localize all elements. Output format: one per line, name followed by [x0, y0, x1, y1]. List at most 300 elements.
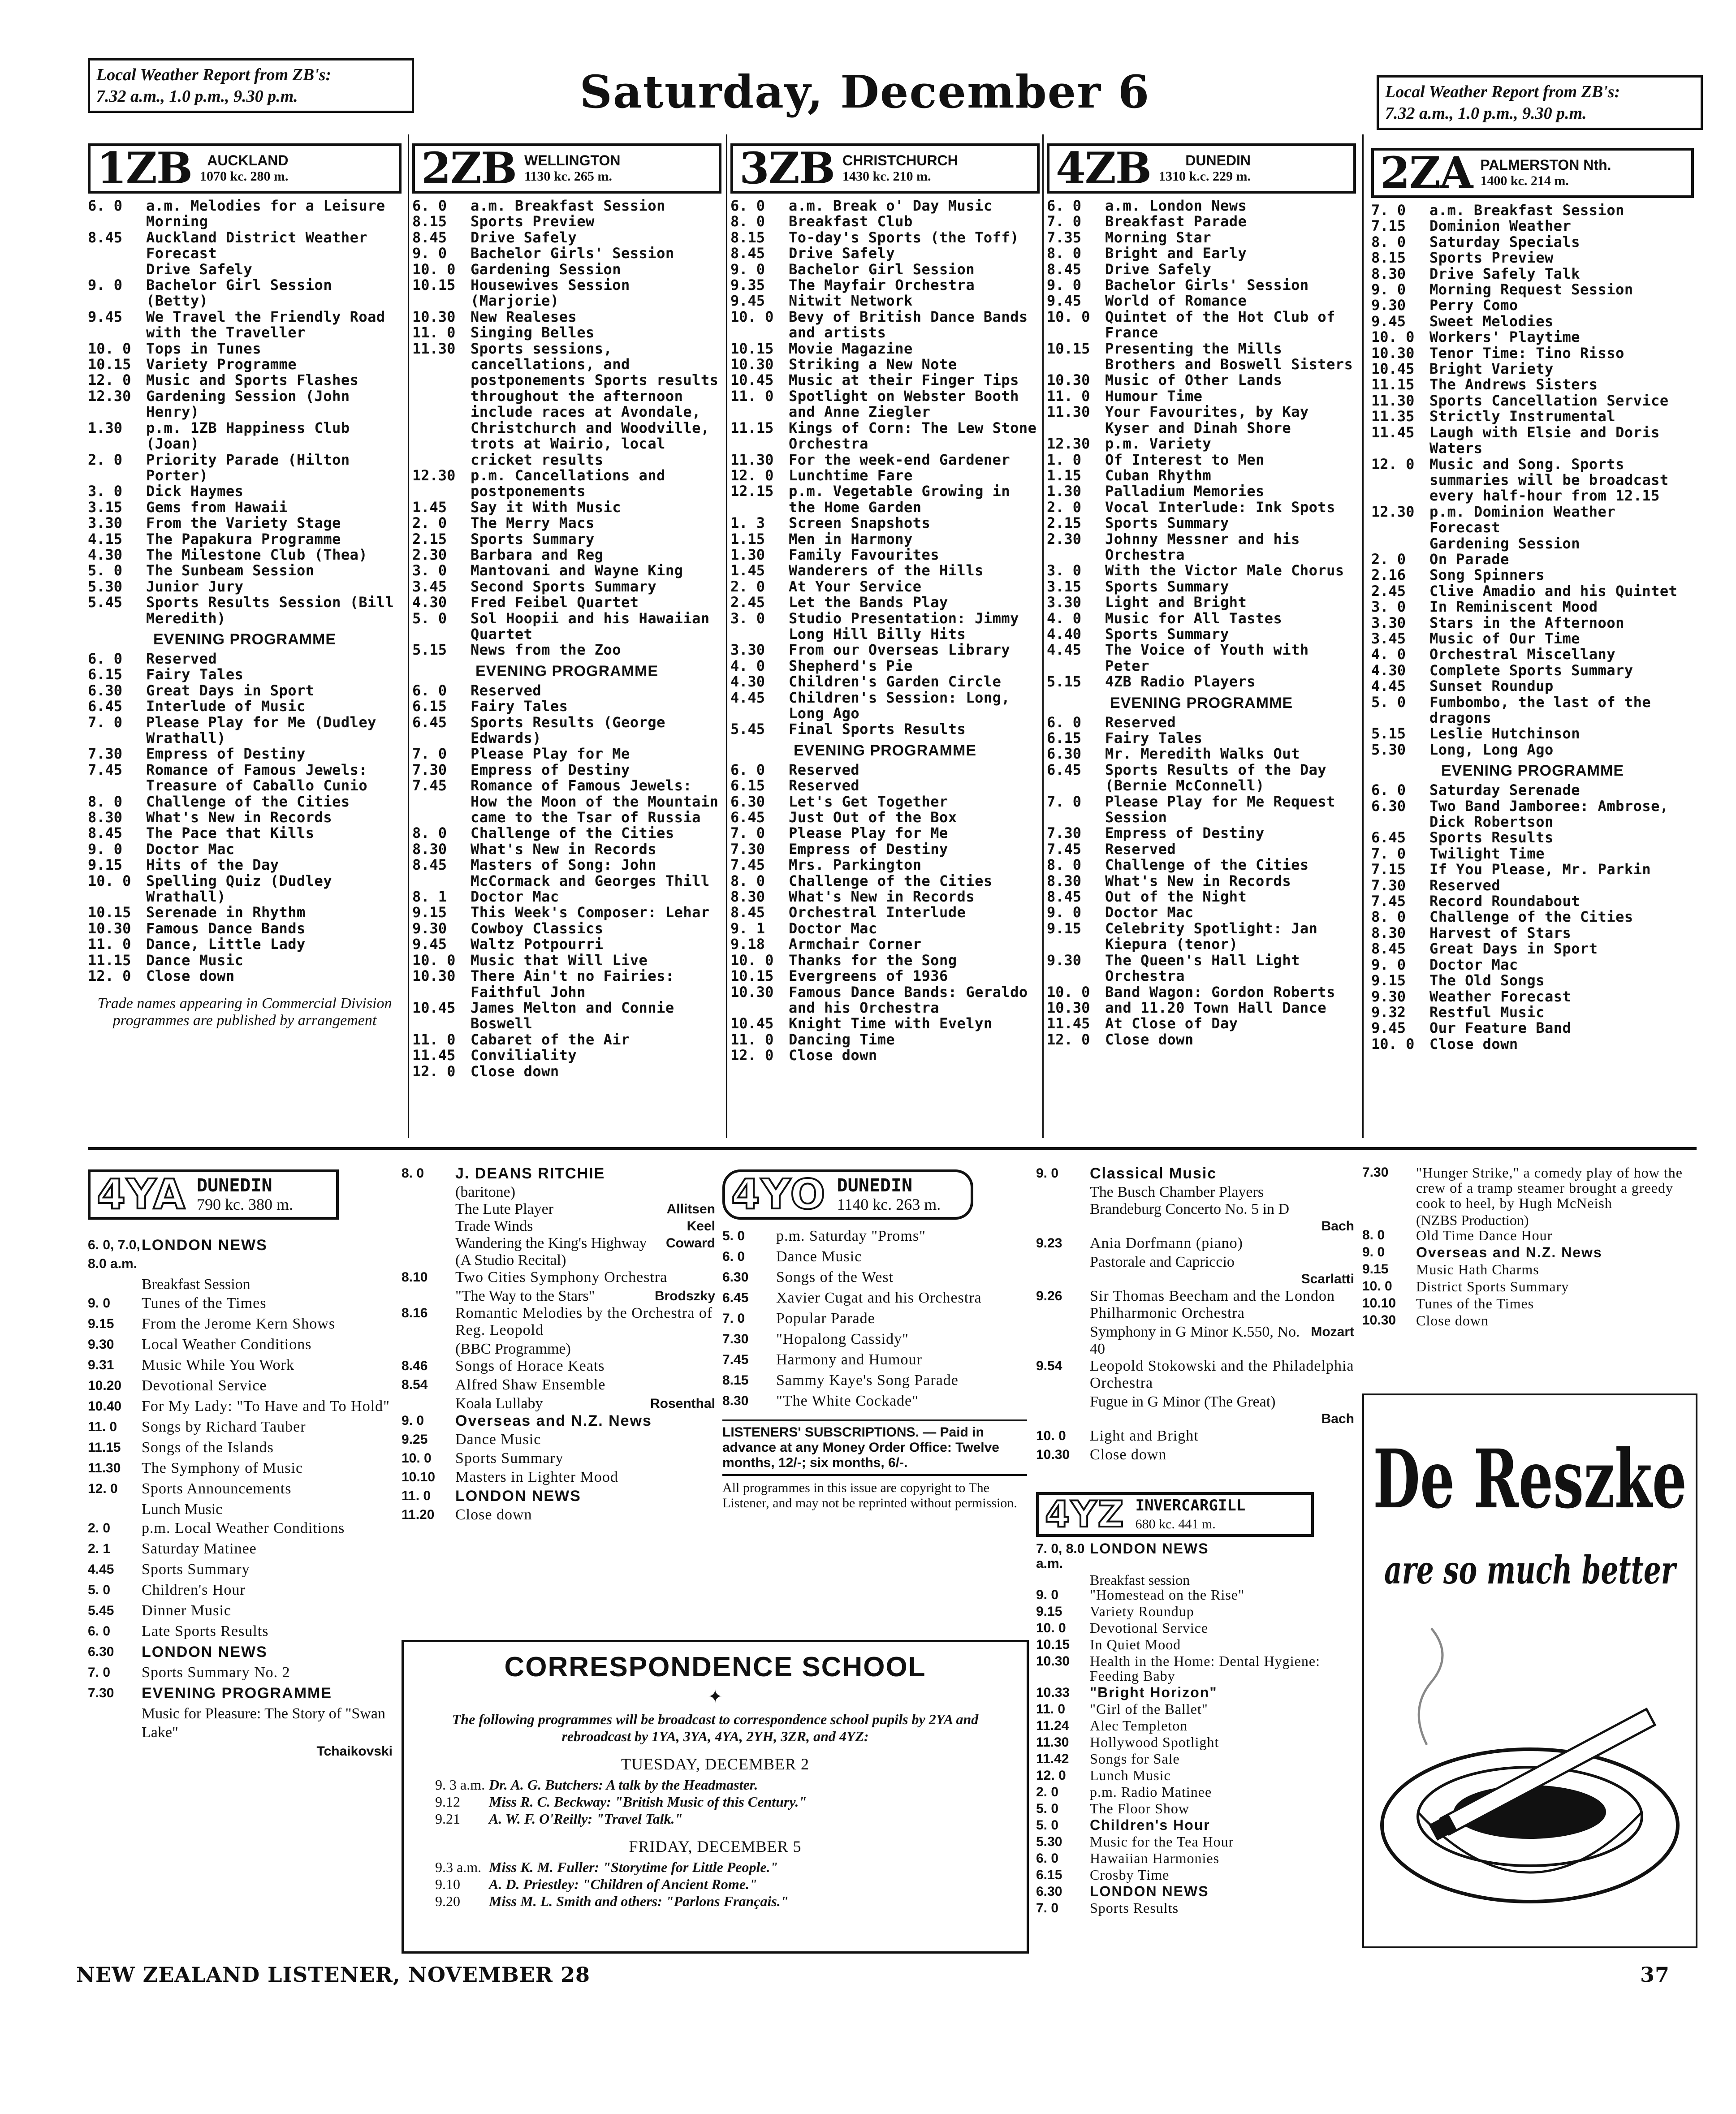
program-time: 11.30 — [1371, 392, 1415, 409]
column-divider — [726, 134, 727, 1138]
program-time: 6. 0, 7.0, 8.0 a.m. — [88, 1238, 140, 1271]
program-item — [1371, 329, 1694, 345]
program-time: 6. 0 — [722, 1249, 745, 1264]
program-item — [730, 515, 1040, 531]
program-title: Waltz Potpourri — [471, 936, 604, 953]
program-title: Variety Roundup — [1090, 1603, 1194, 1619]
program-title: Music that Will Live — [471, 951, 648, 969]
program-item — [1047, 595, 1356, 610]
program-time: 8.30 — [412, 840, 447, 858]
program-title: LONDON NEWS — [142, 1237, 268, 1254]
program-item — [1047, 825, 1356, 841]
program-time: 11.30 — [730, 451, 774, 468]
program-time: 9.15 — [412, 904, 447, 921]
program-item — [88, 277, 402, 309]
program-title: "Hopalong Cassidy" — [776, 1331, 909, 1347]
station-code: 3ZB — [739, 143, 835, 194]
program-time: 7.45 — [88, 761, 123, 778]
program-time: 1.15 — [1047, 466, 1082, 484]
program-time: 5.45 — [88, 1603, 114, 1618]
program-title: Sports Results Session (Bill Meredith) — [146, 594, 394, 627]
program-item — [730, 483, 1040, 515]
program-list — [402, 1165, 715, 1523]
program-item — [412, 262, 721, 277]
program-title: Tunes of the Times — [1416, 1295, 1534, 1312]
column-divider — [1042, 134, 1044, 1138]
program-item — [1036, 1541, 1354, 1571]
program-detail: The Busch Chamber Players — [1090, 1184, 1264, 1200]
program-item — [1362, 1245, 1694, 1260]
program-title: Screen Snapshots — [789, 514, 931, 532]
program-item — [1036, 1621, 1354, 1635]
evening-programme-heading: EVENING PROGRAMME — [793, 742, 977, 759]
program-time: 7. 0 — [1047, 793, 1082, 810]
program-title: For My Lady: "To Have and To Hold" — [142, 1398, 390, 1415]
correspondence-title: A. W. F. O'Reilly: "Travel Talk." — [489, 1811, 683, 1827]
station-city: CHRISTCHURCH — [842, 152, 958, 168]
program-title: Reserved — [1429, 876, 1501, 894]
station-box — [1047, 143, 1356, 194]
program-time: 11.15 — [88, 951, 131, 969]
weather-report-times: 7.32 a.m., 1.0 p.m., 9.30 p.m. — [1385, 104, 1587, 123]
program-title: Music at their Finger Tips — [789, 371, 1019, 389]
program-time: 9.31 — [88, 1358, 114, 1372]
program-item — [412, 968, 721, 1000]
program-time: 11. 0 — [412, 324, 456, 341]
program-item — [1047, 674, 1356, 690]
program-time: 1.30 — [1047, 483, 1082, 500]
program-time: 12.30 — [1371, 503, 1415, 520]
program-title: Bachelor Girl Session (Betty) — [146, 276, 333, 310]
program-title: Great Days in Sport — [146, 682, 315, 699]
program-time: 8. 0 — [1047, 856, 1082, 874]
program-time: 11. 0 — [88, 936, 131, 953]
program-title: At Your Service — [789, 578, 922, 595]
program-title: p.m. Radio Matinee — [1090, 1784, 1212, 1800]
program-title: Please Play for Me — [789, 824, 948, 842]
program-time: 5. 0 — [1036, 1818, 1059, 1833]
program-time: 7. 0, 8.0 a.m. — [1036, 1541, 1085, 1571]
program-title: Dancing Time — [789, 1031, 895, 1048]
program-time: 10.20 — [88, 1378, 122, 1393]
program-title: and 11.20 Town Hall Dance — [1105, 999, 1327, 1016]
program-item — [1047, 388, 1356, 404]
program-item — [1047, 746, 1356, 762]
program-time: 2. 0 — [412, 514, 447, 532]
program-item — [1036, 1588, 1354, 1602]
evening-program-list — [1371, 782, 1694, 1052]
program-time: 10.45 — [1371, 360, 1415, 378]
correspondence-title: CORRESPONDENCE SCHOOL — [504, 1652, 926, 1683]
program-time: 7.45 — [1371, 893, 1406, 910]
program-time: 9.45 — [730, 292, 765, 310]
program-title: Bachelor Girls' Session — [1105, 276, 1309, 294]
program-time: 9.30 — [88, 1337, 114, 1352]
program-title: Sports Summary — [471, 530, 595, 548]
station-3zb-column — [730, 143, 1040, 1147]
program-item — [88, 1418, 393, 1437]
program-time: 8.30 — [1047, 872, 1082, 889]
correspondence-title: Miss R. C. Beckway: "British Music of this Century." — [489, 1794, 807, 1810]
program-item — [730, 468, 1040, 483]
program-title: The Papakura Programme — [146, 530, 341, 548]
program-title: LONDON NEWS — [455, 1488, 581, 1505]
program-time: 7.15 — [1371, 861, 1406, 878]
program-item — [412, 889, 721, 905]
program-title: Challenge of the Cities — [146, 793, 350, 810]
program-title: Reserved — [789, 777, 860, 794]
station-code: 4YA — [97, 1170, 186, 1218]
program-time: 8. 0 — [402, 1166, 424, 1181]
program-time: 2.16 — [1371, 566, 1406, 584]
program-list — [1362, 1165, 1694, 1328]
program-time: 10.40 — [88, 1399, 122, 1414]
program-title: Xavier Cugat and his Orchestra — [776, 1290, 982, 1306]
program-title: Presenting the Mills Brothers and Boswell Sisters — [1105, 340, 1353, 373]
program-item — [1371, 504, 1694, 536]
program-item — [402, 1358, 715, 1375]
program-title: Saturday Matinee — [142, 1540, 257, 1557]
station-city: DUNEDIN — [837, 1175, 913, 1196]
evening-program-list — [730, 762, 1040, 1064]
program-time: 11.15 — [1371, 376, 1415, 393]
program-title: Celebrity Spotlight: Jan Kiepura (tenor) — [1105, 919, 1318, 953]
program-time: 9. 0 — [1036, 1588, 1059, 1602]
program-detail — [402, 1235, 715, 1252]
program-item — [1036, 1868, 1354, 1882]
evening-program-list — [88, 651, 402, 984]
program-title: Just Out of the Box — [789, 809, 957, 826]
program-time: 8. 0 — [1371, 233, 1406, 250]
program-item — [1371, 615, 1694, 631]
station-code: 2ZA — [1380, 148, 1473, 198]
correspondence-title: A. D. Priestley: "Children of Ancient Rome." — [489, 1876, 757, 1892]
program-title: Sammy Kaye's Song Parade — [776, 1372, 959, 1389]
page-number: 37 — [1640, 1963, 1670, 1987]
program-title: Close down — [471, 1062, 559, 1080]
program-item — [88, 873, 402, 905]
program-item — [730, 547, 1040, 563]
program-time: 8.30 — [88, 809, 123, 826]
program-title: There Ain't no Fairies: Faithful John — [471, 967, 674, 1001]
program-item — [730, 230, 1040, 246]
program-title: Health in the Home: Dental Hygiene: Feeding Baby — [1090, 1653, 1320, 1684]
program-title: Crosby Time — [1090, 1867, 1170, 1883]
program-time: 10.15 — [412, 276, 456, 294]
program-detail: Fugue in G Minor (The Great) — [1090, 1394, 1276, 1410]
program-title: Kings of Corn: The Lew Stone Orchestra — [789, 419, 1037, 453]
program-item — [1371, 678, 1694, 694]
program-composer: Scarlatti — [1301, 1272, 1354, 1286]
program-title: Sports Results (George Edwards) — [471, 713, 665, 746]
program-item — [1362, 1165, 1694, 1211]
program-time: 10.30 — [1371, 344, 1415, 362]
program-item — [730, 388, 1040, 420]
program-item — [1047, 230, 1356, 246]
program-time: 6. 0 — [730, 197, 765, 214]
correspondence-item — [417, 1876, 1013, 1893]
program-time: 8.54 — [402, 1377, 428, 1392]
program-time: 5.15 — [1371, 725, 1406, 742]
program-time: 11. 0 — [412, 1031, 456, 1048]
program-title: Serenade in Rhythm — [146, 904, 306, 921]
program-title: Tunes of the Times — [142, 1295, 267, 1312]
program-item — [1036, 1235, 1354, 1252]
station-code: 2ZB — [421, 143, 517, 194]
program-title: Sports Preview — [1429, 249, 1554, 267]
program-item — [412, 531, 721, 547]
program-item — [412, 246, 721, 261]
program-title: Please Play for Me (Dudley Wrathall) — [146, 713, 376, 746]
program-time: 8.45 — [730, 245, 765, 262]
program-time: 11. 0 — [1047, 387, 1090, 405]
program-time: 3.45 — [1371, 630, 1406, 647]
program-title: Reserved — [1105, 840, 1176, 858]
program-item — [1047, 857, 1356, 873]
program-time: 11.30 — [412, 340, 456, 357]
program-title: Song Spinners — [1429, 566, 1545, 584]
program-time: 6. 0 — [1047, 197, 1082, 214]
program-item — [730, 1048, 1040, 1063]
program-time: 11. 0 — [88, 1419, 117, 1434]
program-time: 6.45 — [88, 698, 123, 715]
program-title: From the Jerome Kern Shows — [142, 1316, 336, 1332]
program-time: 10. 0 — [1036, 1428, 1066, 1443]
program-time: 10.30 — [730, 356, 774, 373]
program-time: 9. 0 — [1047, 276, 1082, 294]
program-title: Breakfast Club — [789, 213, 913, 230]
program-item — [1047, 246, 1356, 261]
program-title: Sports Preview — [471, 213, 595, 230]
station-info — [1480, 157, 1611, 189]
program-item — [412, 746, 721, 762]
program-item — [1371, 941, 1694, 957]
program-title: Music Hath Charms — [1416, 1261, 1539, 1277]
program-title: Close down — [1416, 1312, 1489, 1329]
program-title: Sports Summary — [1105, 578, 1229, 595]
program-item — [730, 984, 1040, 1016]
program-title: Gems from Hawaii — [146, 498, 288, 516]
program-title: Sports Results — [1090, 1900, 1179, 1916]
program-item — [1036, 1165, 1354, 1182]
program-title: James Melton and Connie Boswell — [471, 999, 674, 1032]
program-piece: Trade Winds — [455, 1218, 533, 1234]
program-item — [1371, 250, 1694, 266]
station-frequency: 790 kc. 380 m. — [197, 1195, 294, 1213]
ad-artwork — [1364, 1395, 1696, 1946]
program-title: Drive Safely — [1105, 260, 1212, 278]
program-piece: Symphony in G Minor K.550, No. 40 — [1090, 1324, 1300, 1357]
program-item — [730, 611, 1040, 643]
program-item — [412, 778, 721, 825]
program-title: p.m. 1ZB Happiness Club (Joan) — [146, 419, 350, 453]
program-item — [88, 563, 402, 578]
program-title: Twilight Time — [1429, 845, 1545, 862]
program-detail — [402, 1218, 715, 1235]
diamond-icon: ✦ — [708, 1687, 723, 1707]
program-item — [1371, 599, 1694, 615]
program-time: 9. 1 — [730, 919, 765, 937]
program-time: 9. 0 — [1047, 904, 1082, 921]
program-composer: Keel — [687, 1219, 715, 1234]
program-item — [730, 277, 1040, 293]
program-time: 8.30 — [722, 1394, 749, 1408]
program-time: 9.45 — [1371, 312, 1406, 330]
program-title: Dance Music — [146, 951, 244, 969]
program-item — [88, 531, 402, 547]
program-item — [1047, 214, 1356, 229]
program-time: 6.15 — [412, 698, 447, 715]
program-item — [730, 721, 1040, 737]
program-time: 2. 0 — [1047, 498, 1082, 516]
program-title: Fairy Tales — [146, 666, 244, 683]
station-box — [1371, 148, 1694, 198]
program-title: Sir Thomas Beecham and the London Philharmonic Orchestra — [1090, 1288, 1335, 1321]
program-item — [1047, 309, 1356, 341]
program-item — [1036, 1685, 1354, 1700]
program-title: Sports sessions, cancellations, and postponements Sports results throughout the afternoon include races at Avondale, Christchurch and Woodville, trots at Wairio, local cricket results — [471, 340, 719, 468]
correspondence-time: 9.21 — [435, 1811, 460, 1827]
program-title: p.m. Vegetable Growing in the Home Garden — [789, 483, 1011, 516]
program-item — [88, 198, 402, 230]
program-time: 4.45 — [1047, 641, 1082, 659]
program-time: 6.30 — [1047, 745, 1082, 763]
correspondence-item — [417, 1776, 1013, 1793]
correspondence-time: 9.3 a.m. — [435, 1859, 482, 1875]
program-item — [412, 1064, 721, 1079]
program-item — [722, 1227, 1027, 1246]
program-title: p.m. Local Weather Conditions — [142, 1520, 345, 1536]
program-title: Family Favourites — [789, 546, 940, 563]
program-item — [730, 246, 1040, 261]
program-time: 6.45 — [730, 809, 765, 826]
program-item — [412, 715, 721, 746]
program-title: Masters of Song: John McCormack and Georges Thill — [471, 856, 710, 889]
program-time: 10. 0 — [730, 308, 774, 325]
evening-programme-heading: EVENING PROGRAMME — [1441, 762, 1624, 780]
program-title: Band Wagon: Gordon Roberts — [1105, 983, 1335, 1001]
program-item — [1047, 293, 1356, 309]
program-item — [1047, 889, 1356, 905]
program-item — [730, 452, 1040, 468]
program-title: Spotlight on Webster Booth and Anne Ziegler — [789, 387, 1019, 421]
program-title: For the week-end Gardener — [789, 451, 1011, 468]
program-title: The Queen's Hall Light Orchestra — [1105, 951, 1300, 985]
program-item — [1036, 1358, 1354, 1392]
program-item — [88, 1519, 393, 1538]
program-item — [1371, 457, 1694, 504]
program-title: Palladium Memories — [1105, 483, 1265, 500]
program-list — [1371, 203, 1694, 758]
program-time: 8. 0 — [412, 824, 447, 842]
program-title: Fairy Tales — [1105, 729, 1203, 746]
program-time: 7. 0 — [722, 1311, 745, 1326]
program-title: Masters in Lighter Mood — [455, 1469, 618, 1485]
program-title: Harmony and Humour — [776, 1351, 922, 1368]
program-time: 4.30 — [1371, 661, 1406, 679]
program-item — [1047, 921, 1356, 953]
program-item — [1047, 642, 1356, 674]
program-item — [1036, 1718, 1354, 1733]
program-time: 10.30 — [88, 919, 131, 937]
program-title: Breakfast Parade — [1105, 213, 1247, 230]
program-item — [88, 579, 402, 595]
program-time: 5. 0 — [1036, 1801, 1059, 1816]
program-item — [402, 1412, 715, 1429]
program-title: Fred Feibel Quartet — [471, 594, 639, 611]
program-title: Johnny Messner and his Orchestra — [1105, 530, 1300, 563]
program-title: Singing Belles — [471, 324, 595, 341]
program-title: "The White Cockade" — [776, 1393, 919, 1409]
program-detail — [1036, 1411, 1354, 1428]
program-item — [88, 1601, 393, 1620]
program-title: Devotional Service — [1090, 1620, 1209, 1636]
program-title: Children's Hour — [1090, 1817, 1210, 1833]
station-city: DUNEDIN — [1185, 152, 1251, 168]
program-time: 2.15 — [1047, 514, 1082, 532]
program-item — [1371, 726, 1694, 742]
program-title: a.m. Break o' Day Music — [789, 197, 993, 214]
program-item — [412, 230, 721, 246]
program-time: 9.15 — [88, 856, 123, 874]
correspondence-item — [417, 1859, 1013, 1876]
program-title: Music of Other Lands — [1105, 371, 1283, 389]
program-time: 11.30 — [88, 1461, 121, 1475]
program-item — [1371, 782, 1694, 798]
program-item — [730, 873, 1040, 889]
program-title: Famous Dance Bands — [146, 919, 306, 937]
station-frequency: 1140 kc. 263 m. — [837, 1195, 941, 1213]
program-title: Great Days in Sport — [1429, 940, 1598, 958]
program-time: 9. 0 — [412, 245, 447, 262]
program-item — [88, 1294, 393, 1313]
program-title: a.m. Melodies for a Leisure Morning — [146, 197, 385, 230]
program-time: 8. 1 — [412, 888, 447, 906]
correspondence-item — [417, 1793, 1013, 1810]
program-title: Challenge of the Cities — [1429, 908, 1633, 926]
program-list — [1036, 1165, 1354, 1463]
program-time: 1.30 — [730, 546, 765, 563]
program-title: World of Romance — [1105, 292, 1247, 310]
program-item — [1371, 631, 1694, 647]
program-time: 10.15 — [730, 967, 774, 985]
program-title: Saturday Serenade — [1429, 781, 1581, 799]
program-title: Strictly Instrumental — [1429, 408, 1616, 425]
program-title: Say it With Music — [471, 498, 622, 516]
program-title: Sports Summary — [1105, 625, 1229, 643]
program-item — [1047, 611, 1356, 626]
station-city: AUCKLAND — [207, 152, 289, 168]
program-title: Romance of Famous Jewels: How the Moon of the Mountain came to the Tsar of Russia — [471, 777, 719, 826]
program-item — [88, 810, 402, 825]
program-item — [722, 1392, 1027, 1411]
program-item — [1047, 483, 1356, 499]
program-item — [412, 547, 721, 563]
program-item — [730, 857, 1040, 873]
program-detail: (NZBS Production) — [1416, 1212, 1529, 1228]
program-time: 7.45 — [722, 1352, 749, 1367]
weather-report-times: 7.32 a.m., 1.0 p.m., 9.30 p.m. — [96, 87, 298, 106]
program-item — [412, 857, 721, 889]
program-title: Quintet of the Hot Club of France — [1105, 308, 1335, 341]
program-title: p.m. Dominion Weather Forecast — [1429, 503, 1616, 536]
program-time: 7. 0 — [1047, 213, 1082, 230]
weather-report-label: Local Weather Report from ZB's: — [1385, 82, 1620, 101]
program-item — [1047, 262, 1356, 277]
program-title: Barbara and Reg — [471, 546, 604, 563]
program-time: 10. 0 — [402, 1451, 432, 1466]
program-time: 7.30 — [1362, 1165, 1389, 1180]
